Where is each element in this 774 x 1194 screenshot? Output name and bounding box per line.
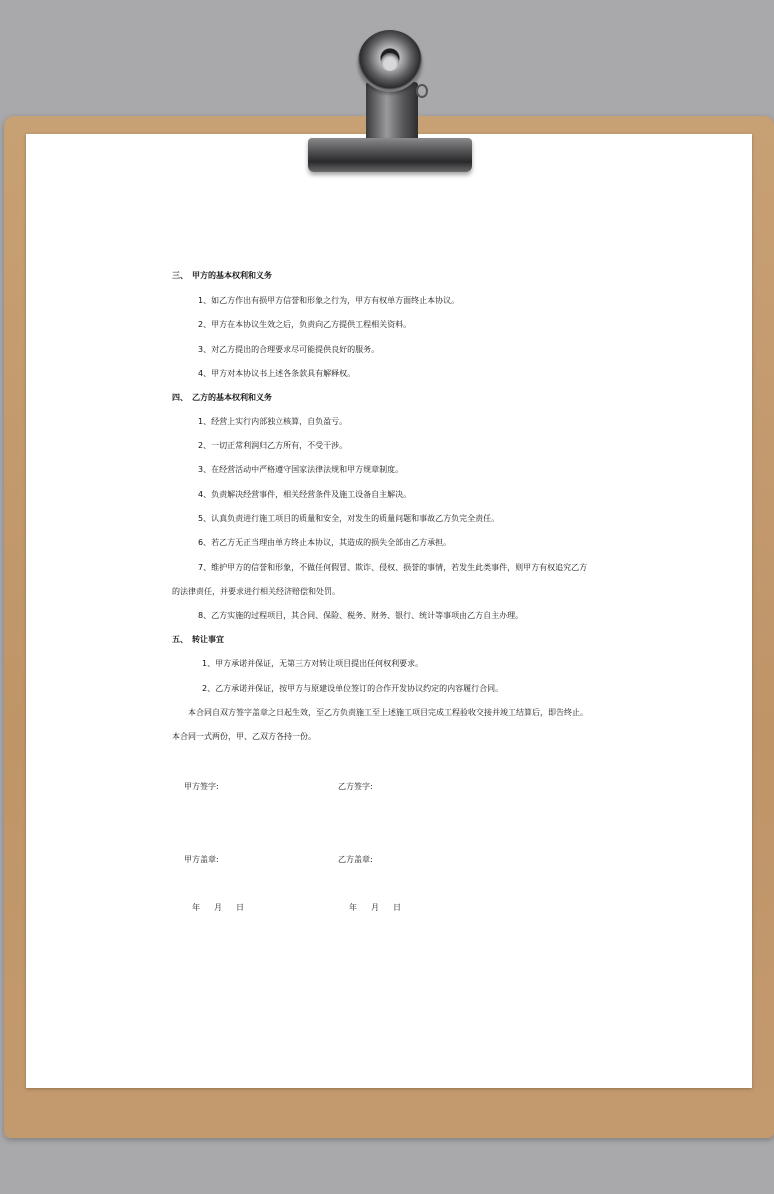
- section-title: 乙方的基本权利和义务: [192, 393, 272, 402]
- list-item: 1、如乙方作出有损甲方信誉和形象之行为，甲方有权单方面终止本协议。: [198, 296, 460, 305]
- list-item: 1、甲方承诺并保证，无第三方对转让项目提出任何权利要求。: [202, 659, 424, 668]
- section-number: 五、: [172, 635, 188, 644]
- list-item-continuation: 的法律责任，并要求进行相关经济赔偿和处罚。: [172, 587, 340, 596]
- party-b-seal-label: 乙方盖章:: [338, 855, 373, 864]
- closing-paragraph: 本合同一式两份，甲、乙双方各持一份。: [172, 732, 316, 741]
- list-item: 2、甲方在本协议生效之后，负责向乙方提供工程相关资料。: [198, 320, 412, 329]
- list-item: 8、乙方实施的过程项目，其合同、保险、税务、财务、银行、统计等事项由乙方自主办理。: [198, 611, 524, 620]
- party-b-signature-label: 乙方签字:: [338, 782, 373, 791]
- date-year: 年: [192, 903, 200, 912]
- section-4-heading: [172, 393, 272, 403]
- date-month: 月: [214, 903, 222, 912]
- list-item: 6、若乙方无正当理由单方终止本协议，其造成的损失全部由乙方承担。: [198, 538, 452, 547]
- party-a-date: [192, 902, 258, 913]
- list-item: 5、认真负责进行施工项目的质量和安全，对发生的质量问题和事故乙方负完全责任。: [198, 514, 500, 523]
- section-number: 三、: [172, 271, 188, 280]
- list-item: 2、乙方承诺并保证，按甲方与原建设单位签订的合作开发协议约定的内容履行合同。: [202, 684, 504, 693]
- list-item: 4、甲方对本协议书上述各条款具有解释权。: [198, 369, 356, 378]
- party-a-seal-label: 甲方盖章:: [184, 855, 219, 864]
- list-item: 3、在经营活动中严格遵守国家法律法规和甲方规章制度。: [198, 465, 404, 474]
- section-3-heading: [172, 271, 272, 281]
- date-day: 日: [236, 903, 244, 912]
- list-item: 1、经营上实行内部独立核算，自负盈亏。: [198, 417, 348, 426]
- binder-clip: [308, 138, 472, 172]
- list-item: 2、一切正常利润归乙方所有，不受干涉。: [198, 441, 348, 450]
- clip-wire: [416, 84, 428, 98]
- section-title: 转让事宜: [192, 635, 224, 644]
- closing-paragraph: 本合同自双方签字盖章之日起生效，至乙方负责施工至上述施工项目完成工程验收交接并竣工结算后，即告终止。: [188, 708, 588, 717]
- party-b-date: [349, 902, 415, 913]
- date-year: 年: [349, 903, 357, 912]
- section-number: 四、: [172, 393, 188, 402]
- section-5-heading: [172, 635, 224, 645]
- date-day: 日: [393, 903, 401, 912]
- list-item: 3、对乙方提出的合理要求尽可能提供良好的服务。: [198, 345, 380, 354]
- party-a-signature-label: 甲方签字:: [184, 782, 219, 791]
- list-item: 4、负责解决经营事件，相关经营条件及施工设备自主解决。: [198, 490, 412, 499]
- section-title: 甲方的基本权利和义务: [192, 271, 272, 280]
- clip-hole: [381, 53, 399, 71]
- list-item: 7、维护甲方的信誉和形象，不做任何假冒、欺诈、侵权、损誉的事情，若发生此类事件，则甲方有权追究乙方: [198, 563, 588, 572]
- date-month: 月: [371, 903, 379, 912]
